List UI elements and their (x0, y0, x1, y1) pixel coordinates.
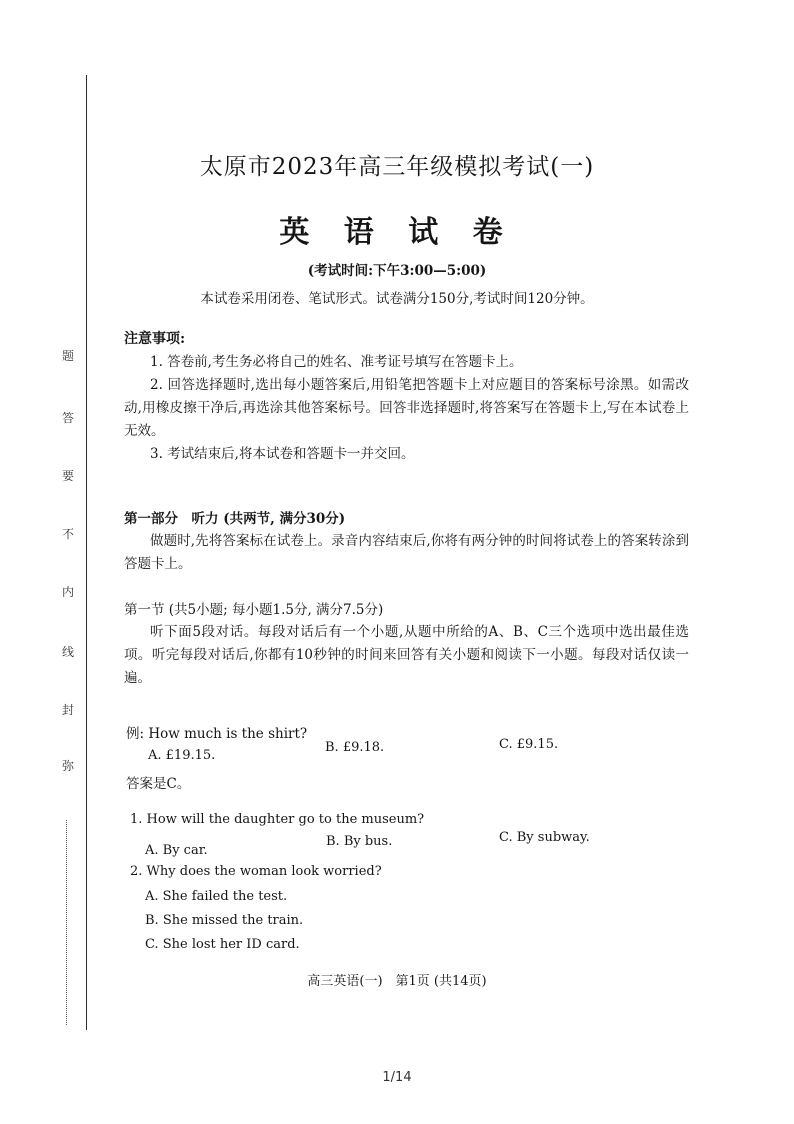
section1-heading: 第一节 (共5小题; 每小题1.5分, 满分7.5分) (124, 602, 384, 618)
binding-char: 线 (62, 645, 75, 659)
question-stem: 2. Why does the woman look worried? (130, 864, 382, 879)
note-item: 2. 回答选择题时,选出每小题答案后,用铅笔把答题卡上对应题目的答案标号涂黑。如需改动,用橡皮擦干净后,再选涂其他答案标号。回答非选择题时,将答案写在答题卡上,写在本试卷上无效。 (124, 377, 689, 439)
question-option: C. She lost her ID card. (145, 937, 300, 952)
exam-subject: 英 语 试 卷 (279, 215, 515, 250)
page-indicator: 1/14 (382, 1070, 412, 1085)
notes-heading: 注意事项: (124, 331, 186, 347)
exam-description: 本试卷采用闭卷、笔试形式。试卷满分150分,考试时间120分钟。 (200, 291, 594, 307)
part1-instruction: 做题时,先将答案标在试卷上。录音内容结束后,你将有两分钟的时间将试卷上的答案转涂到答题卡上。 (124, 533, 689, 572)
binding-char: 弥 (62, 759, 75, 773)
binding-dashed-line (66, 820, 67, 1025)
note-item: 1. 答卷前,考生务必将自己的姓名、准考证号填写在答题卡上。 (150, 354, 523, 370)
binding-char: 封 (62, 703, 75, 717)
page-footer: 高三英语(一) 第1页 (共14页) (307, 974, 487, 989)
exam-time: (考试时间:下午3:00—5:00) (307, 263, 487, 279)
binding-char: 要 (62, 469, 75, 483)
example-option-b: B. £9.18. (325, 740, 385, 755)
note-item: 3. 考试结束后,将本试卷和答题卡一并交回。 (150, 446, 415, 462)
section1-instruction: 听下面5段对话。每段对话后有一个小题,从题中所给的A、B、C三个选项中选出最佳选项。听完每段对话后,你都有10秒钟的时间来回答有关小题和阅读下一小题。每段对话仅读一遍。 (124, 624, 689, 686)
question-stem: 1. How will the daughter go to the museum? (130, 812, 425, 827)
question-option: C. By subway. (499, 830, 590, 845)
binding-char: 答 (62, 411, 75, 425)
question-option: B. She missed the train. (145, 913, 304, 928)
question-option: A. By car. (145, 843, 208, 858)
example-option-c: C. £9.15. (499, 737, 559, 752)
question-option: B. By bus. (326, 834, 393, 849)
binding-char: 内 (62, 585, 75, 599)
exam-title: 太原市2023年高三年级模拟考试(一) (199, 154, 595, 180)
example-option-a: A. £19.15. (148, 748, 216, 763)
part1-heading: 第一部分 听力 (共两节, 满分30分) (124, 511, 346, 527)
question-option: A. She failed the test. (145, 889, 288, 904)
example-question: 例: How much is the shirt? (126, 726, 308, 742)
example-answer: 答案是C。 (126, 776, 191, 792)
binding-char: 不 (62, 527, 75, 541)
binding-char: 题 (62, 349, 75, 363)
